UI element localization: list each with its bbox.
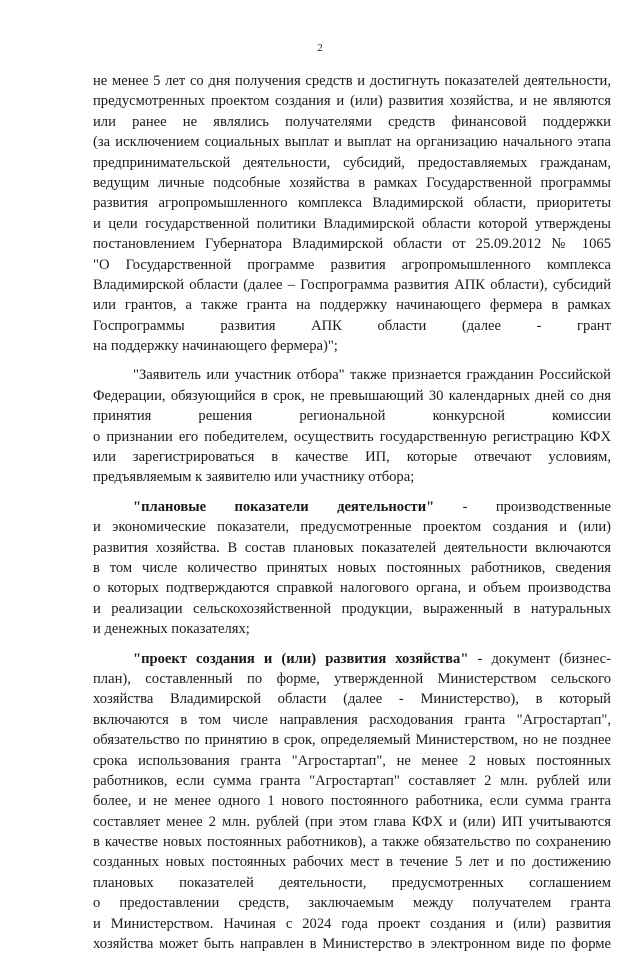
text-line: созданных новых постоянных рабочих мест в течение 5 лет и по достижению — [93, 854, 611, 871]
text-line: и Министерством. Начиная с 2024 года проект создания и (или) развития — [93, 915, 611, 932]
text-line: включаются в том числе направления расходования гранта "Агростартап", — [93, 711, 611, 728]
term-definition-start: - документ (бизнес- — [468, 650, 612, 667]
text-line: о предоставлении средств, заключаемым между получателем гранта — [93, 895, 611, 912]
text-line: или ранее не являлись получателями средств финансовой поддержки — [93, 113, 611, 130]
text-line: обязательство по принятию в срок, определяемый Министерством, но не позднее — [93, 732, 611, 749]
paragraph-farm-project — [93, 649, 611, 954]
text-line: не менее 5 лет со дня получения средств и достигнуть показателей деятельности, — [93, 73, 611, 89]
defined-term: "проект создания и (или) развития хозяйства" — [133, 650, 469, 667]
paragraph-applicant-definition — [93, 365, 611, 487]
text-line: развития хозяйства. В состав плановых показателей деятельности включаются — [93, 539, 611, 556]
text-line: предусмотренных проектом создания и (или) развития хозяйства, и не являются — [93, 93, 611, 110]
paragraph-recipient-conditions — [93, 71, 611, 356]
text-line: и реализации сельскохозяйственной продукции, выраженный в натуральных — [93, 600, 611, 617]
text-line: более, и не менее одного 1 нового постоянного работника, если сумма гранта — [93, 793, 611, 810]
text-line: Владимирской области (далее – Госпрограмма развития АПК области), субсидий — [93, 276, 611, 293]
text-line: срока использования гранта "Агростартап", не менее 2 новых постоянных — [93, 752, 611, 769]
term-definition-start: - производственные — [434, 498, 611, 515]
text-line: предъявляемым к заявителю или участнику отбора; — [93, 469, 415, 486]
paragraph-planned-indicators — [93, 497, 611, 640]
page-number: 2 — [317, 42, 323, 54]
text-line: (за исключением социальных выплат и выплат на организацию начального этапа — [93, 134, 611, 151]
text-line: плановых показателей деятельности, предусмотренных соглашением — [93, 874, 611, 891]
text-line — [93, 497, 611, 517]
text-line: "Заявитель или участник отбора" также признается гражданин Российской — [133, 367, 611, 384]
text-line: о признании его победителем, осуществить государственную регистрацию КФХ — [93, 428, 611, 445]
defined-term: "плановые показатели деятельности" — [133, 498, 435, 515]
text-line: составляет менее 2 млн. рублей (при этом глава КФХ и (или) ИП учитываются — [93, 813, 611, 830]
text-line: ведущим личные подсобные хозяйства в рамках Государственной программы — [93, 174, 611, 191]
text-line: развития агропромышленного комплекса Владимирской области, приоритеты — [93, 195, 611, 212]
text-line: постановлением Губернатора Владимирской области от 25.09.2012 № 1065 — [93, 236, 611, 253]
text-line: Госпрограммы развития АПК области (далее - грант — [93, 317, 611, 334]
text-line: и экономические показатели, предусмотренные проектом создания и (или) — [93, 519, 611, 536]
document-body — [93, 71, 611, 954]
text-line: план), составленный по форме, утвержденной Министерством сельского — [93, 670, 611, 687]
text-line: или грантов, а также гранта на поддержку начинающего фермера в рамках — [93, 297, 611, 314]
text-line: принятия решения региональной конкурсной комиссии — [93, 408, 611, 425]
text-line: о которых подтверждаются справкой налогового органа, и объем производства — [93, 580, 611, 597]
text-line: хозяйства Владимирской области (далее - Министерство), в который — [93, 691, 611, 708]
text-line: хозяйства может быть направлен в Министерство в электронном виде по форме — [93, 936, 611, 953]
text-line: или зарегистрироваться в качестве ИП, которые отвечают условиям, — [93, 449, 611, 466]
text-line: "О Государственной программе развития агропромышленного комплекса — [93, 256, 611, 273]
text-line: и цели государственной политики Владимирской области которой утверждены — [93, 215, 611, 232]
text-line: работников, если сумма гранта "Агростартап" составляет 2 млн. рублей или — [93, 772, 611, 789]
text-line: предпринимательской деятельности, субсидий, предоставляемых гражданам, — [93, 154, 611, 171]
text-line: и денежных показателях; — [93, 621, 250, 638]
text-line: в качестве новых постоянных работников), а также обязательство по сохранению — [93, 834, 611, 851]
text-line: на поддержку начинающего фермера)"; — [93, 338, 338, 355]
text-line — [93, 649, 611, 669]
text-line: в том числе количество принятых новых постоянных работников, сведения — [93, 559, 611, 576]
text-line: Федерации, обязующийся в срок, не превышающий 30 календарных дней со дня — [93, 387, 611, 404]
